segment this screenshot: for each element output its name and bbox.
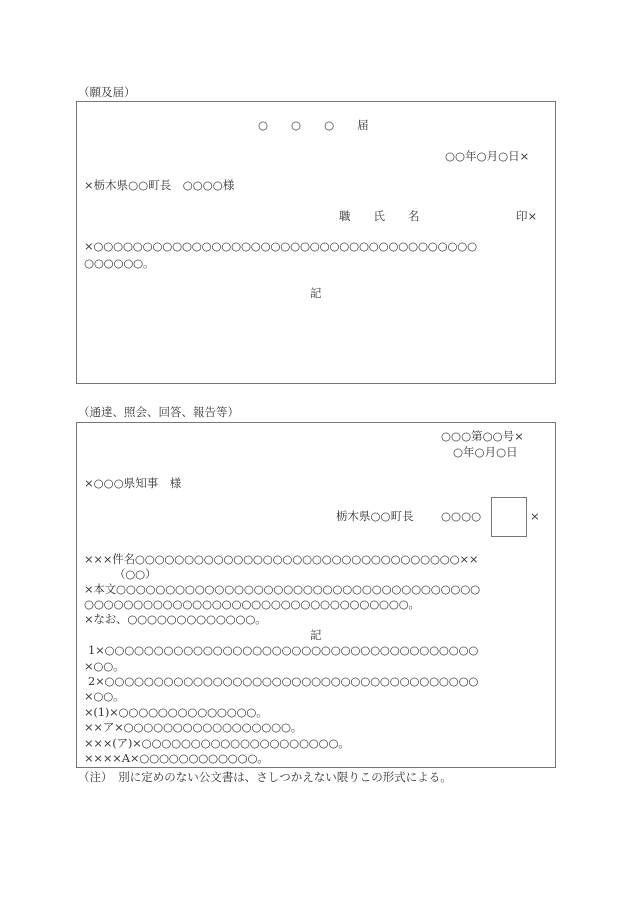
sender-name: ○○○○ xyxy=(441,509,482,523)
list-item: ×○○。 xyxy=(84,659,125,673)
form-title: ○ ○ ○ 届 xyxy=(258,118,369,132)
addressee: ×栃木県○○町長 ○○○○様 xyxy=(84,178,235,192)
signature-label: 職 氏 名 xyxy=(339,209,420,223)
footnote: （注） 別に定めのない公文書は、さしつかえない限りこの形式による。 xyxy=(78,770,452,784)
addressee: ×○○○県知事 様 xyxy=(84,476,182,490)
list-item: 1×○○○○○○○○○○○○○○○○○○○○○○○○○○○○○○○○○○○○○○ xyxy=(88,643,479,657)
form-date: ○○年○月○日× xyxy=(445,149,530,163)
sender-org: 栃木県○○町長 xyxy=(336,509,414,523)
nao-line: ×なお、○○○○○○○○○○○○○。 xyxy=(84,612,267,626)
seal-mark: 印× xyxy=(516,209,538,223)
body-line: ○○○○○○○○○○○○○○○○○○○○○○○○○○○○○○○○○。 xyxy=(84,597,420,611)
subject-line: ×××件名○○○○○○○○○○○○○○○○○○○○○○○○○○○○○○○○○×× xyxy=(84,552,479,566)
section1-label: （願及届） xyxy=(78,85,136,99)
seal-box xyxy=(491,497,527,537)
list-item: ××××A×○○○○○○○○○○○○。 xyxy=(84,751,269,765)
body-line: ×○○○○○○○○○○○○○○○○○○○○○○○○○○○○○○○○○○○○○○○ xyxy=(84,239,477,253)
body-line: ×本文○○○○○○○○○○○○○○○○○○○○○○○○○○○○○○○○○○○○○ xyxy=(84,582,480,596)
body-line: ○○○○○○。 xyxy=(84,256,155,270)
document-number: ○○○第○○号× xyxy=(441,429,524,443)
list-item: ×××(ア)×○○○○○○○○○○○○○○○○○○○○。 xyxy=(84,736,350,750)
list-item: ×○○。 xyxy=(84,689,125,703)
sender-suffix: × xyxy=(530,509,540,523)
section2-label: （通達、照会、回答、報告等） xyxy=(78,405,239,419)
list-item: 2×○○○○○○○○○○○○○○○○○○○○○○○○○○○○○○○○○○○○○○ xyxy=(88,674,479,688)
list-item: ×(1)×○○○○○○○○○○○○○○。 xyxy=(84,705,268,719)
subject-line: （○○） xyxy=(114,567,157,581)
document-date: ○年○月○日 xyxy=(453,445,518,459)
list-item: ××ア×○○○○○○○○○○○○○○○○○。 xyxy=(84,720,303,734)
ki-heading: 記 xyxy=(310,286,322,300)
ki-heading: 記 xyxy=(310,628,322,642)
